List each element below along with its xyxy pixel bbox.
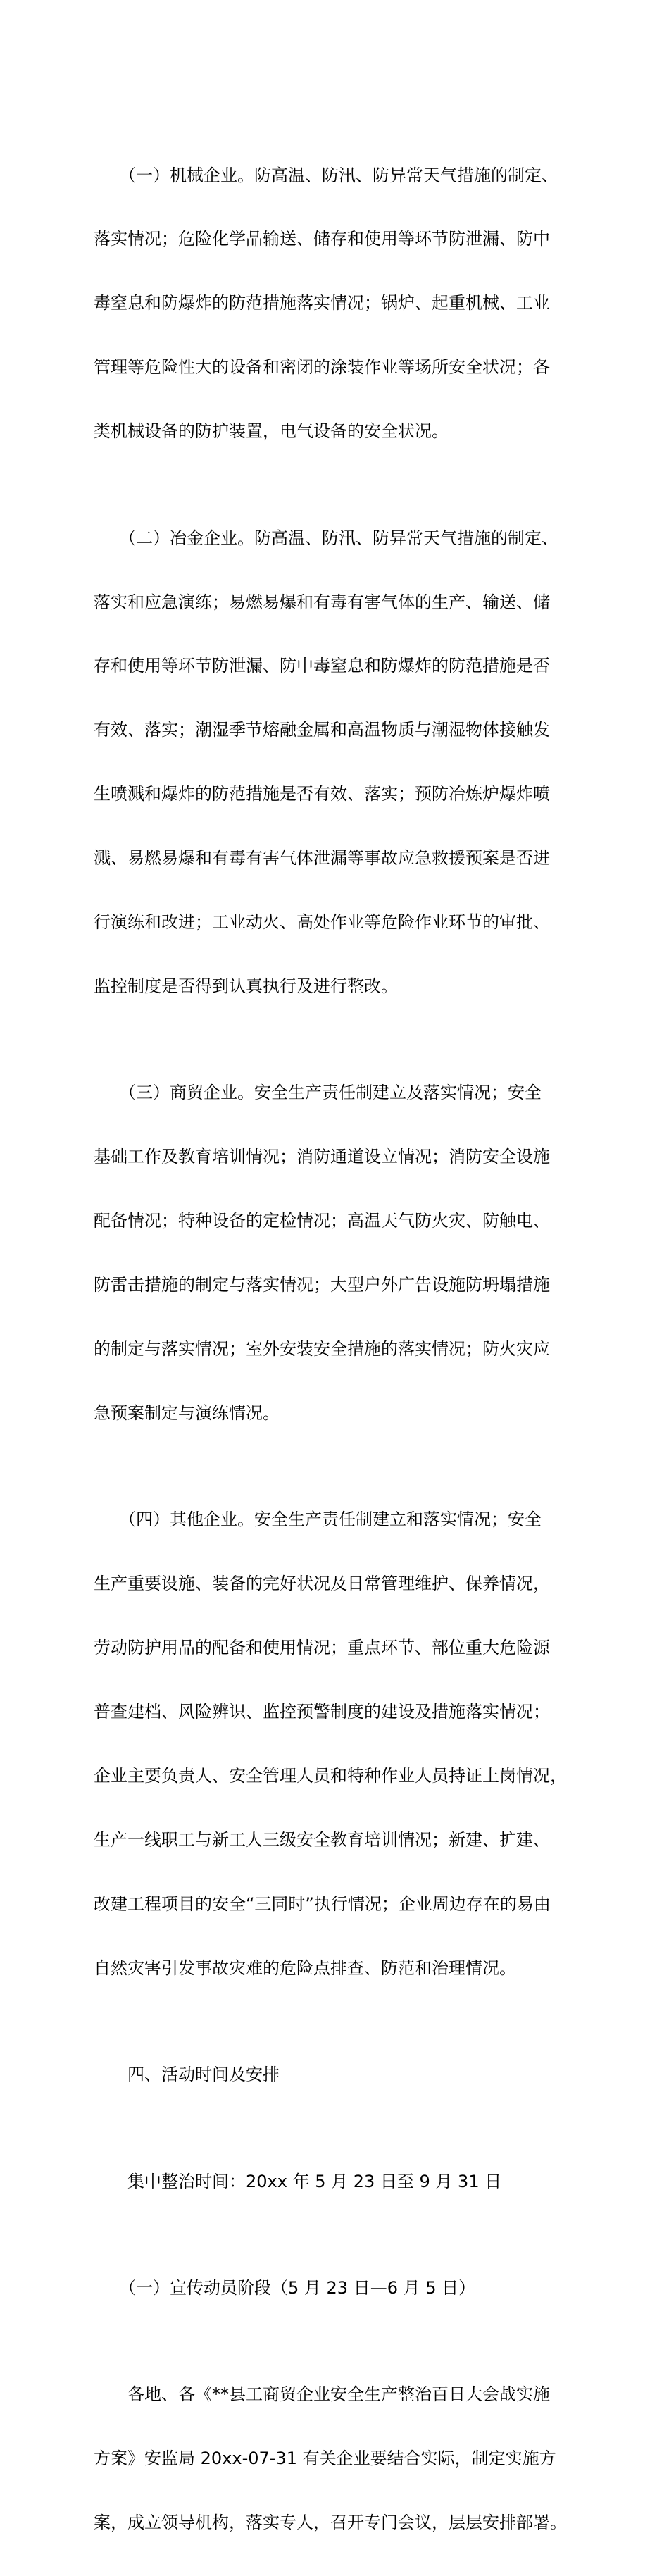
text-line: 自然灾害引发事故灾难的危险点排查、防范和治理情况。 — [94, 1958, 516, 1978]
text-line: （二）冶金企业。防高温、防汛、防异常天气措施的制定、 — [94, 528, 558, 548]
text-line: 溅、易燃易爆和有毒有害气体泄漏等事故应急救援预案是否进 — [94, 848, 550, 869]
text-line: 普查建档、风险辨识、监控预警制度的建设及措施落实情况； — [94, 1701, 550, 1722]
text-line: 急预案制定与演练情况。 — [94, 1402, 280, 1423]
text-line: 生产一线职工与新工人三级安全教育培训情况；新建、扩建、 — [94, 1829, 550, 1850]
text-line: 的制定与落实情况；室外安装安全措施的落实情况；防火灾应 — [94, 1338, 550, 1359]
text-line: 劳动防护用品的配备和使用情况；重点环节、部位重大危险源 — [94, 1638, 550, 1658]
text-line: 企业主要负责人、安全管理人员和特种作业人员持证上岗情况， — [94, 1765, 567, 1786]
text-line: 各地、各《**县工商贸企业安全生产整治百日大会战实施 — [94, 2384, 550, 2405]
text-line: 监控制度是否得到认真执行及进行整改。 — [94, 976, 398, 996]
document-page — [94, 122, 587, 2576]
text-line: 配备情况；特种设备的定检情况；高温天气防火灾、防触电、 — [94, 1211, 550, 1231]
paragraph-metallurgy — [94, 485, 587, 1040]
heading-line: 四、活动时间及安排 — [94, 2065, 280, 2085]
text-line: 落实情况；危险化学品输送、储存和使用等环节防泄漏、防中 — [94, 229, 550, 249]
text-line: 改建工程项目的安全“三同时”执行情况；企业周边存在的易由 — [94, 1893, 551, 1914]
text-line: 有效、落实；潮湿季节熔融金属和高温物质与潮湿物体接触发 — [94, 720, 550, 740]
text-line: 基础工作及教育培训情况；消防通道设立情况；消防安全设施 — [94, 1147, 550, 1167]
text-line: 案，成立领导机构，落实专人，召开专门会议，层层安排部署。 — [94, 2513, 567, 2533]
text-line: 毒窒息和防爆炸的防范措施落实情况；锅炉、起重机械、工业 — [94, 293, 550, 313]
heading-line: （一）宣传动员阶段（5 月 23 日—6 月 5 日） — [94, 2277, 476, 2298]
section-heading-schedule — [94, 2021, 587, 2127]
text-line: （四）其他企业。安全生产责任制建立和落实情况；安全 — [94, 1510, 542, 1530]
subheading-mobilization-stage — [94, 2234, 587, 2341]
text-line: 集中整治时间：20xx 年 5 月 23 日至 9 月 31 日 — [94, 2171, 502, 2191]
text-line: （三）商贸企业。安全生产责任制建立及落实情况；安全 — [94, 1083, 542, 1103]
paragraph-campaign-period — [94, 2128, 587, 2234]
text-line: 落实和应急演练；易燃易爆和有毒有害气体的生产、输送、储 — [94, 592, 550, 612]
text-line: （一）机械企业。防高温、防汛、防异常天气措施的制定、 — [94, 165, 558, 185]
paragraph-other-enterprises — [94, 1467, 587, 2022]
text-line: 管理等危险性大的设备和密闭的涂装作业等场所安全状况；各 — [94, 357, 550, 378]
text-line: 方案》安监局 20xx-07-31 有关企业要结合实际，制定实施方 — [94, 2449, 556, 2469]
paragraph-mobilization-details — [94, 2341, 587, 2576]
text-line: 防雷击措施的制定与落实情况；大型户外广告设施防坍塌措施 — [94, 1275, 550, 1295]
text-line: 行演练和改进；工业动火、高处作业等危险作业环节的审批、 — [94, 911, 550, 932]
text-line: 类机械设备的防护装置，电气设备的安全状况。 — [94, 421, 449, 442]
text-line: 生喷溅和爆炸的防范措施是否有效、落实；预防冶炼炉爆炸喷 — [94, 784, 550, 804]
text-line: 生产重要设施、装备的完好状况及日常管理维护、保养情况， — [94, 1574, 550, 1594]
text-line: 存和使用等环节防泄漏、防中毒窒息和防爆炸的防范措施是否 — [94, 656, 550, 676]
paragraph-machinery — [94, 122, 587, 485]
paragraph-commerce — [94, 1040, 587, 1467]
